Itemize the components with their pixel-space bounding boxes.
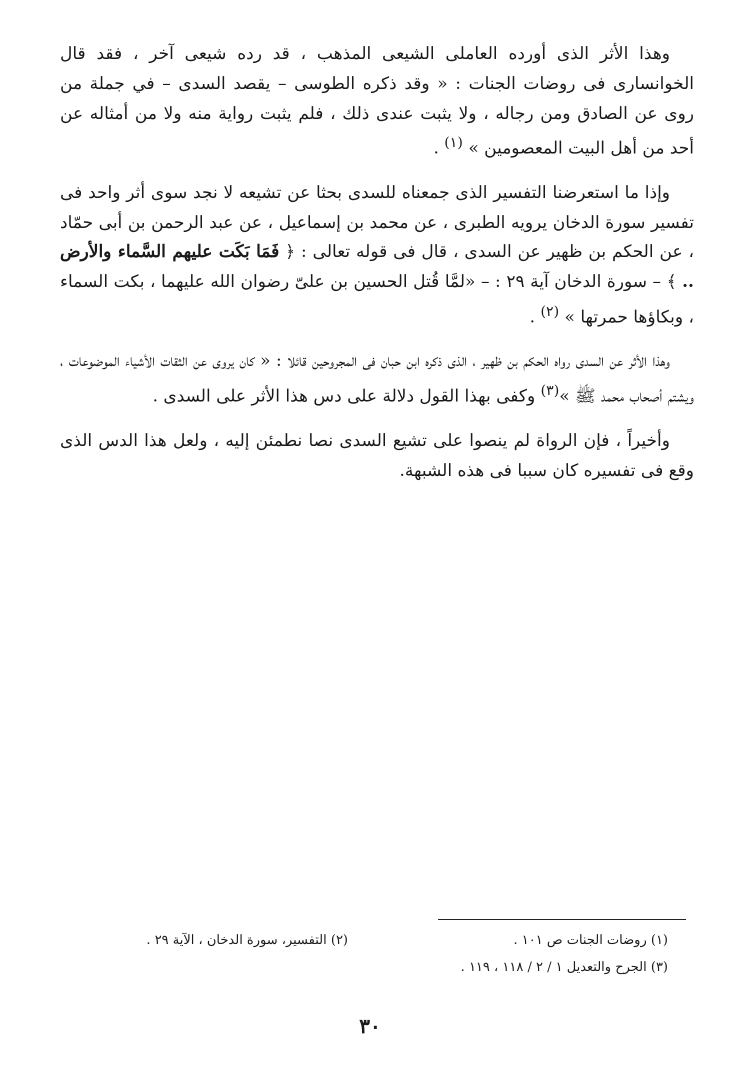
quran-quote: فَمَا بَكَت عليهم السَّماء والأرض .. xyxy=(60,242,694,293)
footnote-divider xyxy=(438,919,686,920)
paragraph-1 xyxy=(60,40,694,165)
paragraph-text: وهذا الأثر الذى أورده العاملى الشيعى المذهب ، قد رده شيعى آخر ، فقد قال الخوانسارى فى روضات الجنات : « وقد ذكره الطوسى – يقصد السدى – في جملة من روى عن الصادق ومن رجاله ، ولا يثبت عندى ذلك ، فلم يثبت رواية منه ولا من أمثاله عن أحد من أهل البيت المعصومين » xyxy=(60,44,694,160)
paragraph-text: وهذا الأثر عن السدى رواه الحكم بن ظهير ، الذى ذكره ابن حبان فى المجروحين قائلا : « كان يروى عن الثقات الأشياء الموضوعات ، ويشتم أصحاب محمد ﷺ » xyxy=(60,351,694,407)
paragraph-text: وإذا ما استعرضنا التفسير الذى جمعناه للسدى بحثا عن تشيعه لا نجد سوى أثر واحد فى تفسير سورة الدخان يرويه الطبرى ، عن محمد بن إسماعيل ، عن عبد الرحمن بن أبى حمّاد ، عن الحكم بن ظهير عن السدى ، قال فى قوله تعالى : ﴿ xyxy=(60,182,695,263)
footnote-ref-1: (١) xyxy=(444,135,463,152)
paragraph-3 xyxy=(60,347,694,412)
footnote-3: (٣) الجرح والتعديل ١ / ٢ / ١١٨ ، ١١٩ . xyxy=(460,960,668,975)
footnote-ref-2: (٢) xyxy=(540,304,560,321)
paragraph-text: . xyxy=(529,307,541,328)
paragraph-text: ﴾ – سورة الدخان آية ٢٩ : – «لمَّا قُتل الحسين بن علىّ رضوان الله عليهما ، بكت السماء ، وبكاؤها حمرتها » xyxy=(60,272,694,328)
footnote-1: (١) روضات الجنات ص ١٠١ . xyxy=(513,933,668,948)
paragraph-4 xyxy=(60,427,694,487)
main-text xyxy=(60,40,694,500)
footnote-ref-3: (٣) xyxy=(540,383,560,400)
page-number: ٣٠ xyxy=(359,1014,381,1038)
paragraph-2 xyxy=(60,179,694,334)
footnote-2: (٢) التفسير، سورة الدخان ، الآية ٢٩ . xyxy=(146,933,348,948)
paragraph-text: . xyxy=(433,139,445,160)
paragraph-text: وكفى بهذا القول دلالة على دس هذا الأثر على السدى . xyxy=(152,386,541,407)
paragraph-text: وأخيراً ، فإن الرواة لم ينصوا على تشيع السدى نصا نطمئن إليه ، ولعل هذا الدس الذى وقع فى تفسيره كان سببا فى هذه الشبهة. xyxy=(60,430,694,481)
